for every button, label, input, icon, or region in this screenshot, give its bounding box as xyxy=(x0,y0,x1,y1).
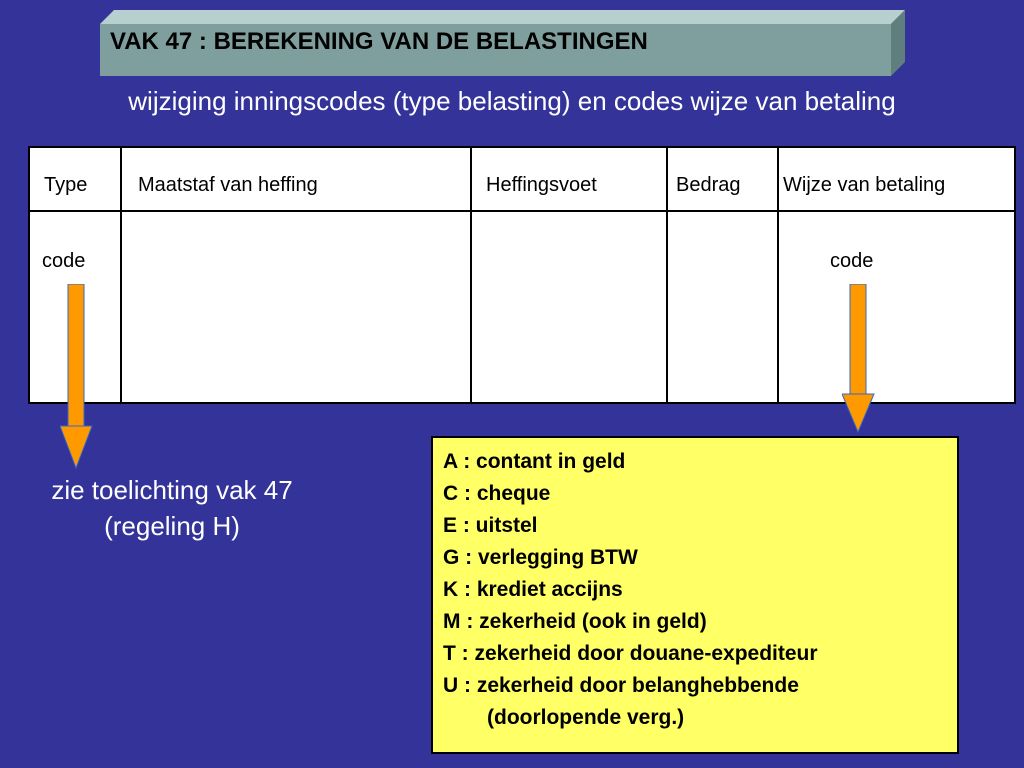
legend-item: E : uitstel xyxy=(443,514,538,537)
down-arrow-icon xyxy=(842,284,876,434)
column-divider xyxy=(666,148,668,402)
subtitle: wijziging inningscodes (type belasting) en codes wijze van betaling xyxy=(128,86,896,116)
header-divider xyxy=(30,210,1014,212)
payment-codes-legend xyxy=(431,436,959,754)
down-arrow-icon xyxy=(60,284,94,470)
legend-item: U : zekerheid door belanghebbende xyxy=(443,674,799,697)
note-line-1: zie toelichting vak 47 xyxy=(51,475,293,505)
cell-type-code: code xyxy=(42,250,86,272)
note-line-2: (regeling H) xyxy=(104,511,240,541)
note-toelichting xyxy=(0,472,344,544)
legend-item: M : zekerheid (ook in geld) xyxy=(443,610,707,633)
column-divider xyxy=(777,148,779,402)
legend-item: G : verlegging BTW xyxy=(443,546,638,569)
legend-item: (doorlopende verg.) xyxy=(487,706,685,729)
page-title: VAK 47 : BEREKENING VAN DE BELASTINGEN xyxy=(110,28,648,55)
legend-item: C : cheque xyxy=(443,482,551,505)
legend-item: A : contant in geld xyxy=(443,450,626,473)
column-divider xyxy=(470,148,472,402)
header-maatstaf: Maatstaf van heffing xyxy=(138,174,318,196)
header-bedrag: Bedrag xyxy=(676,174,741,196)
legend-item: T : zekerheid door douane-expediteur xyxy=(443,642,818,665)
title-box xyxy=(100,10,905,76)
header-wijze-betaling: Wijze van betaling xyxy=(783,174,946,196)
legend-item: K : krediet accijns xyxy=(443,578,623,601)
header-heffingsvoet: Heffingsvoet xyxy=(486,174,597,196)
cell-betaling-code: code xyxy=(830,250,874,272)
header-type: Type xyxy=(44,174,88,196)
column-divider xyxy=(120,148,122,402)
